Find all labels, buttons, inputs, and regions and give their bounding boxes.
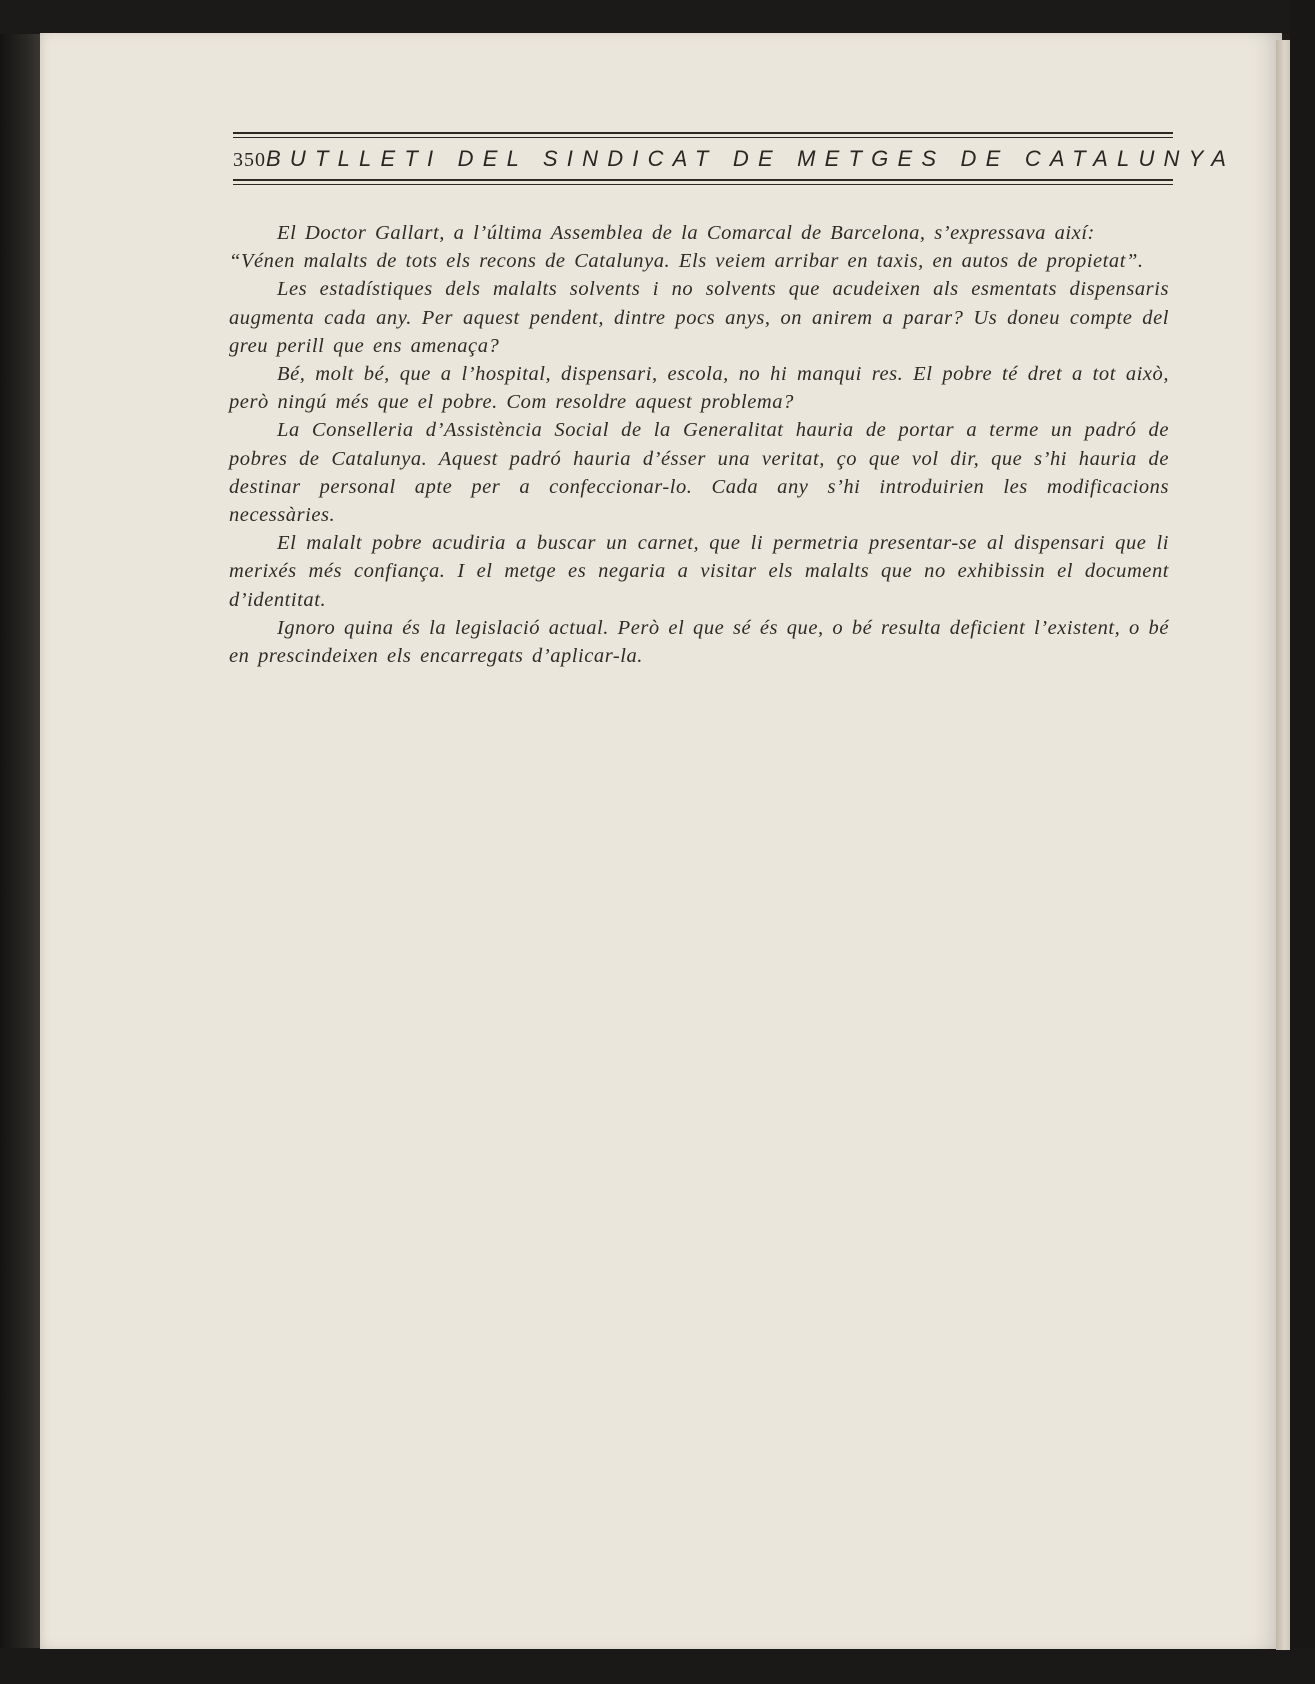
paragraph: El Doctor Gallart, a l’última Assemblea de la Comarcal de Barcelona, s’expressava així: (277, 222, 1095, 244)
paragraph: La Conselleria d’Assistència Social de la Generalitat hauria de portar a terme un padró de pobres de Catalunya. Aquest padró hauria d’ésser una veritat, ço que vol dir, que s’hi hauria de destinar personal apte per a confeccionar-lo. Cada any s’hi introduirien les modificacions necessàries. (229, 419, 1169, 527)
header-rule-bottom (233, 179, 1173, 185)
paragraph: El malalt pobre acudiria a buscar un carnet, que li permetria presentar-se al dispensari que li merixés més confiança. I el metge es negaria a visitar els malalts que no exhibissin el document d’identitat. (229, 532, 1169, 611)
header-line (233, 138, 1236, 179)
scan-bottom-edge (0, 1648, 1315, 1684)
page-number: 350 (233, 149, 266, 171)
scan-top-edge (0, 0, 1315, 34)
running-title: BUTLLETI DEL SINDICAT DE METGES DE CATALUNYA (266, 146, 1236, 171)
paragraph-quote: “Vénen malalts de tots els recons de Catalunya. Els veiem arribar en taxis, en autos de propietat”. (229, 250, 1144, 273)
next-page-edge (1276, 40, 1290, 1650)
scan-left-edge (0, 0, 40, 1684)
paragraph: Les estadístiques dels malalts solvents i no solvents que acudeixen als esmentats dispensaris augmenta cada any. Per aquest pendent, dintre pocs anys, on anirem a parar? Us doneu compte del greu perill que ens amenaça? (229, 278, 1169, 357)
article-body (229, 219, 1169, 670)
paragraph: Ignoro quina és la legislació actual. Però el que sé és que, o bé resulta deficient l’existent, o bé en prescindeixen els encarregats d’aplicar-la. (229, 616, 1169, 668)
scan-right-edge (1290, 0, 1315, 1684)
paragraph: Bé, molt bé, que a l’hospital, dispensari, escola, no hi manqui res. El pobre té dret a tot això, però ningú més que el pobre. Com resoldre aquest problema? (229, 363, 1169, 414)
running-header (233, 132, 1236, 185)
